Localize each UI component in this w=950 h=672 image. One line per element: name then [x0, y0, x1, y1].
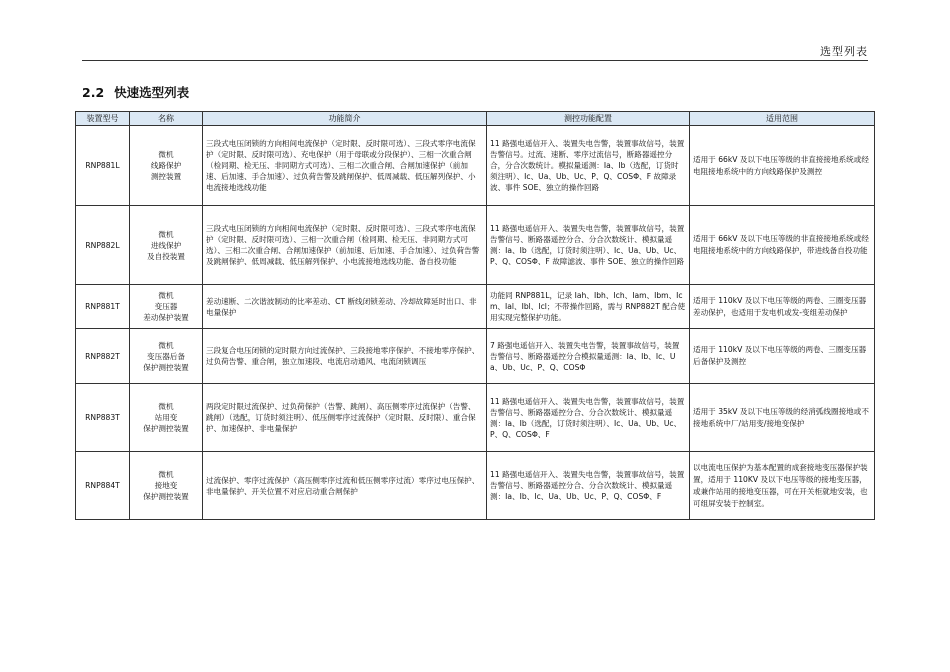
name-line: 差动保护装置	[143, 313, 189, 322]
cell-function: 两段定时限过流保护、过负荷保护（告警、跳闸）、高压侧零序过流保护（告警、跳闸）（选配，订货时须注明）、低压侧零序过流保护（定时限、反时限）、重合保护、加速保护、非电量保护	[203, 384, 487, 452]
cell-monitoring: 11 路强电遥信开入、装置失电告警，装置事故信号，装置告警信号、断路器遥控分合、分合次数统计、模拟量遥测：Ia、Ib（选配，订货时须注明）、Ic、Ua、Ub、Uc、P、Q、COSΦ、F	[487, 384, 690, 452]
name-line: 微机	[158, 470, 174, 479]
selection-table	[75, 111, 875, 520]
table-row	[76, 329, 875, 384]
cell-scope: 适用于 66kV 及以下电压等级的非直接接地系统或经电阻接地系统中的方向线路保护，带进线备自投功能	[690, 206, 875, 285]
cell-name	[130, 329, 203, 384]
name-line: 变压器	[154, 302, 178, 311]
name-line: 接地变	[154, 481, 178, 490]
cell-model: RNP881L	[76, 126, 130, 206]
cell-name	[130, 206, 203, 285]
cell-model: RNP881T	[76, 285, 130, 329]
cell-model: RNP884T	[76, 452, 130, 520]
cell-monitoring: 11 路强电遥信开入、装置失电告警，装置事故信号，装置告警信号、断路器遥控分合、分合次数统计、模拟量遥测：Ia、Ib、Ic、Ua、Ub、Uc、P、Q、COSΦ、F	[487, 452, 690, 520]
column-header-scope: 适用范围	[690, 112, 875, 126]
cell-name	[130, 126, 203, 206]
cell-name	[130, 452, 203, 520]
cell-monitoring: 11 路强电遥信开入、装置失电告警，装置事故信号，装置告警信号、断路器遥控分合、分合次数统计、模拟量遥测：Ia、Ib（选配，订货时须注明）、Ic、Ua、Ub、Uc、P、Q、COSΦ、F 故障滤波、事件 SOE、独立的操作回路	[487, 206, 690, 285]
name-line: 微机	[158, 229, 174, 239]
column-header-model: 装置型号	[76, 112, 130, 126]
table-row	[76, 126, 875, 206]
cell-scope: 适用于 110kV 及以下电压等级的两卷、三圈变压器差动保护，也适用于发电机或发-变组差动保护	[690, 285, 875, 329]
name-line: 保护测控装置	[143, 362, 189, 372]
cell-function: 三段式电压闭锁的方向相间电流保护（定时限、反时限可选）、三段式零序电流保护（定时限、反时限可选）、充电保护（用于母联或分段保护）、三相一次重合闸（检同期、检无压、非同期方式可选）、三相二次重合闸、合闸加速保护（前加速、后加速、手合加速）、过负荷告警及跳闸保护、低周减载、低压解列保护、小电流接地选线功能	[203, 126, 487, 206]
name-line: 微机	[158, 402, 174, 411]
cell-scope: 以电流电压保护为基本配置的成套接地变压器保护装置，适用于 110KV 及以下电压等级的接地变压器，或兼作站用的接地变压器，可在开关柜就地安装，也可组屏安装于控制室。	[690, 452, 875, 520]
name-line: 站用变	[154, 413, 178, 422]
cell-model: RNP883T	[76, 384, 130, 452]
section-title	[82, 83, 189, 101]
name-line: 微机	[158, 340, 174, 350]
column-header-name: 名称	[130, 112, 203, 126]
cell-monitoring: 功能同 RNP881L，记录 Iah、Ibh、Ich、Iam、Ibm、Icm、Ial、Ibl、Icl；不带操作回路，需与 RNP882T 配合使用实现完整保护功能。	[487, 285, 690, 329]
cell-name	[130, 285, 203, 329]
header-rule	[82, 60, 868, 61]
cell-scope: 适用于 66kV 及以下电压等级的非直接接地系统或经电阻接地系统中的方向线路保护及测控	[690, 126, 875, 206]
cell-function: 差动速断、二次谐波制动的比率差动、CT 断线闭锁差动、冷却故障延时出口、非电量保护	[203, 285, 487, 329]
name-line: 测控装置	[150, 172, 182, 181]
cell-model: RNP882L	[76, 206, 130, 285]
name-line: 微机	[158, 291, 174, 300]
name-line: 进线保护	[150, 240, 182, 250]
name-line: 变压器后备	[147, 351, 185, 361]
name-line: 保护测控装置	[143, 424, 189, 433]
section-number: 2.2	[82, 85, 105, 100]
cell-scope: 适用于 35kV 及以下电压等级的经消弧线圈接地或不接地系统中厂/站用变/接地变保护	[690, 384, 875, 452]
table-row	[76, 384, 875, 452]
cell-function: 三段复合电压闭锁的定时限方向过流保护、三段接地零序保护、不接地零序保护、过负荷告警、重合闸，独立加速段、电流启动通风、电流闭锁调压	[203, 329, 487, 384]
name-line: 保护测控装置	[143, 492, 189, 501]
cell-name	[130, 384, 203, 452]
table-row	[76, 285, 875, 329]
cell-scope: 适用于 110kV 及以下电压等级的两卷、三圈变压器后备保护及测控	[690, 329, 875, 384]
header-label: 选型列表	[820, 45, 868, 58]
name-line: 微机	[158, 150, 174, 159]
table-row	[76, 206, 875, 285]
section-title-text: 快速选型列表	[114, 85, 190, 100]
column-header-function: 功能简介	[203, 112, 487, 126]
cell-function: 三段式电压闭锁的方向相间电流保护（定时限、反时限可选）、三段式零序电流保护（定时限、反时限可选）、三相一次重合闸（检同期、检无压、非同期方式可选）、三相二次重合闸、合闸加速保护（前加速、后加速、手合加速）、过负荷告警及跳闸保护、低周减载、低压解列保护、小电流接地选线功能、备自投功能	[203, 206, 487, 285]
name-line: 及自投装置	[147, 251, 185, 261]
cell-monitoring: 7 路强电遥信开入、装置失电告警，装置事故信号，装置告警信号、断路器遥控分合模拟量遥测：Ia、Ib、Ic、Ua、Ub、Uc、P、Q、COSΦ	[487, 329, 690, 384]
table-row	[76, 452, 875, 520]
table-header-row	[76, 112, 875, 126]
name-line: 线路保护	[150, 161, 182, 170]
column-header-monitoring: 测控功能配置	[487, 112, 690, 126]
cell-model: RNP882T	[76, 329, 130, 384]
cell-monitoring: 11 路强电遥信开入、装置失电告警，装置事故信号，装置告警信号。过流、速断、零序过流信号，断路器遥控分合，分合次数统计。模拟量遥测：Ia、Ib（选配，订货时须注明）、Ic、Ua、Ub、Uc、P、Q、COSΦ、F 故障录波、事件 SOE、独立的操作回路	[487, 126, 690, 206]
cell-function: 过流保护、零序过流保护（高压侧零序过流和低压侧零序过流）零序过电压保护、非电量保护、开关位置不对应启动重合闸保护	[203, 452, 487, 520]
